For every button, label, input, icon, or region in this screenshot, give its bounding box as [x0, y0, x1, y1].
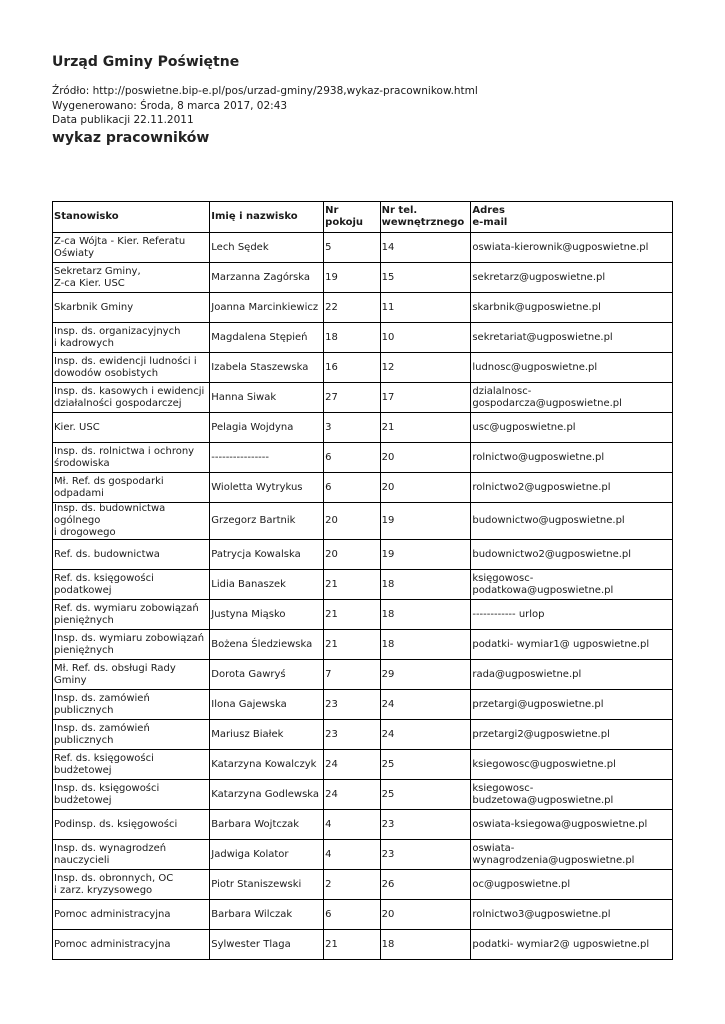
cell-room: 21	[324, 630, 380, 660]
cell-name: Justyna Miąsko	[210, 600, 324, 630]
cell-extension: 26	[380, 870, 471, 900]
cell-name: Barbara Wojtczak	[210, 810, 324, 840]
cell-position: Insp. ds. ewidencji ludności i dowodów osobistych	[53, 353, 210, 383]
table-row	[53, 233, 673, 263]
cell-extension: 20	[380, 443, 471, 473]
cell-name: ----------------	[210, 443, 324, 473]
cell-room: 16	[324, 353, 380, 383]
table-row	[53, 413, 673, 443]
cell-email: rolnictwo2@ugposwietne.pl	[471, 473, 673, 503]
cell-position: Insp. ds. zamówień publicznych	[53, 720, 210, 750]
cell-extension: 23	[380, 810, 471, 840]
cell-room: 6	[324, 473, 380, 503]
cell-email: rolnictwo@ugposwietne.pl	[471, 443, 673, 473]
cell-extension: 10	[380, 323, 471, 353]
table-row	[53, 870, 673, 900]
cell-extension: 14	[380, 233, 471, 263]
cell-room: 21	[324, 570, 380, 600]
cell-room: 23	[324, 690, 380, 720]
cell-email: oc@ugposwietne.pl	[471, 870, 673, 900]
table-row	[53, 600, 673, 630]
cell-position: Podinsp. ds. księgowości	[53, 810, 210, 840]
source-line: Źródło: http://poswietne.bip-e.pl/pos/urzad-gminy/2938,wykaz-pracownikow.html	[52, 85, 478, 97]
cell-room: 4	[324, 810, 380, 840]
cell-email: podatki- wymiar2@ ugposwietne.pl	[471, 930, 673, 960]
cell-email: budownictwo2@ugposwietne.pl	[471, 540, 673, 570]
generated-line: Wygenerowano: Środa, 8 marca 2017, 02:43	[52, 99, 288, 112]
cell-name: Patrycja Kowalska	[210, 540, 324, 570]
staff-table-header	[53, 202, 673, 233]
cell-email: sekretarz@ugposwietne.pl	[471, 263, 673, 293]
cell-email: księgowosc-podatkowa@ugposwietne.pl	[471, 570, 673, 600]
table-row	[53, 840, 673, 870]
column-header-name: Imię i nazwisko	[210, 202, 324, 233]
cell-extension: 25	[380, 780, 471, 810]
cell-name: Magdalena Stępień	[210, 323, 324, 353]
table-row	[53, 383, 673, 413]
cell-room: 4	[324, 840, 380, 870]
cell-name: Grzegorz Bartnik	[210, 503, 324, 540]
cell-room: 20	[324, 503, 380, 540]
table-row	[53, 930, 673, 960]
cell-email: ksiegowosc-budzetowa@ugposwietne.pl	[471, 780, 673, 810]
table-row	[53, 780, 673, 810]
cell-extension: 29	[380, 660, 471, 690]
cell-email: oswiata-wynagrodzenia@ugposwietne.pl	[471, 840, 673, 870]
table-row	[53, 900, 673, 930]
cell-room: 27	[324, 383, 380, 413]
cell-position: Insp. ds. rolnictwa i ochrony środowiska	[53, 443, 210, 473]
cell-name: Mariusz Białek	[210, 720, 324, 750]
cell-email: oswiata-ksiegowa@ugposwietne.pl	[471, 810, 673, 840]
cell-room: 6	[324, 900, 380, 930]
cell-extension: 19	[380, 503, 471, 540]
cell-email: przetargi2@ugposwietne.pl	[471, 720, 673, 750]
cell-extension: 18	[380, 930, 471, 960]
cell-extension: 20	[380, 900, 471, 930]
cell-name: Katarzyna Godlewska	[210, 780, 324, 810]
cell-name: Izabela Staszewska	[210, 353, 324, 383]
table-row	[53, 503, 673, 540]
cell-extension: 11	[380, 293, 471, 323]
table-row	[53, 690, 673, 720]
cell-extension: 15	[380, 263, 471, 293]
cell-position: Skarbnik Gminy	[53, 293, 210, 323]
table-row	[53, 293, 673, 323]
cell-email: rada@ugposwietne.pl	[471, 660, 673, 690]
cell-name: Barbara Wilczak	[210, 900, 324, 930]
cell-extension: 12	[380, 353, 471, 383]
cell-position: Insp. ds. budownictwa ogólnego i drogowego	[53, 503, 210, 540]
cell-name: Joanna Marcinkiewicz	[210, 293, 324, 323]
cell-name: Jadwiga Kolator	[210, 840, 324, 870]
cell-position: Ref. ds. księgowości budżetowej	[53, 750, 210, 780]
cell-position: Insp. ds. zamówień publicznych	[53, 690, 210, 720]
cell-name: Ilona Gajewska	[210, 690, 324, 720]
cell-extension: 18	[380, 570, 471, 600]
cell-extension: 19	[380, 540, 471, 570]
cell-room: 23	[324, 720, 380, 750]
cell-position: Mł. Ref. ds. obsługi Rady Gminy	[53, 660, 210, 690]
cell-email: skarbnik@ugposwietne.pl	[471, 293, 673, 323]
cell-name: Dorota Gawryś	[210, 660, 324, 690]
cell-email: ludnosc@ugposwietne.pl	[471, 353, 673, 383]
table-row	[53, 473, 673, 503]
table-row	[53, 323, 673, 353]
cell-position: Ref. ds. budownictwa	[53, 540, 210, 570]
cell-email: rolnictwo3@ugposwietne.pl	[471, 900, 673, 930]
cell-room: 2	[324, 870, 380, 900]
cell-name: Hanna Siwak	[210, 383, 324, 413]
header-row	[53, 202, 673, 233]
cell-position: Sekretarz Gminy, Z-ca Kier. USC	[53, 263, 210, 293]
cell-email: sekretariat@ugposwietne.pl	[471, 323, 673, 353]
cell-name: Sylwester Tlaga	[210, 930, 324, 960]
cell-extension: 18	[380, 600, 471, 630]
cell-extension: 21	[380, 413, 471, 443]
table-row	[53, 750, 673, 780]
cell-extension: 18	[380, 630, 471, 660]
column-header-extension: Nr tel. wewnętrznego	[380, 202, 471, 233]
cell-name: Pelagia Wojdyna	[210, 413, 324, 443]
table-row	[53, 443, 673, 473]
cell-room: 19	[324, 263, 380, 293]
cell-room: 24	[324, 780, 380, 810]
staff-table-body	[53, 233, 673, 960]
cell-room: 7	[324, 660, 380, 690]
cell-room: 21	[324, 600, 380, 630]
column-header-email: Adres e-mail	[471, 202, 673, 233]
cell-email: przetargi@ugposwietne.pl	[471, 690, 673, 720]
document-header	[52, 54, 692, 146]
organization-title: Urząd Gminy Poświętne	[52, 54, 240, 70]
table-row	[53, 353, 673, 383]
cell-position: Insp. ds. obronnych, OC i zarz. kryzysowego	[53, 870, 210, 900]
cell-extension: 23	[380, 840, 471, 870]
cell-position: Pomoc administracyjna	[53, 930, 210, 960]
cell-position: Insp. ds. wymiaru zobowiązań pieniężnych	[53, 630, 210, 660]
cell-position: Ref. ds. wymiaru zobowiązań pieniężnych	[53, 600, 210, 630]
cell-position: Insp. ds. wynagrodzeń nauczycieli	[53, 840, 210, 870]
cell-name: Lech Sędek	[210, 233, 324, 263]
cell-position: Insp. ds. księgowości budżetowej	[53, 780, 210, 810]
cell-room: 20	[324, 540, 380, 570]
staff-table	[52, 201, 673, 960]
cell-extension: 24	[380, 720, 471, 750]
cell-extension: 25	[380, 750, 471, 780]
table-row	[53, 630, 673, 660]
cell-extension: 20	[380, 473, 471, 503]
table-row	[53, 263, 673, 293]
cell-room: 18	[324, 323, 380, 353]
cell-position: Ref. ds. księgowości podatkowej	[53, 570, 210, 600]
cell-email: podatki- wymiar1@ ugposwietne.pl	[471, 630, 673, 660]
cell-email: ------------ urlop	[471, 600, 673, 630]
cell-name: Katarzyna Kowalczyk	[210, 750, 324, 780]
cell-position: Mł. Ref. ds gospodarki odpadami	[53, 473, 210, 503]
cell-room: 5	[324, 233, 380, 263]
cell-room: 24	[324, 750, 380, 780]
cell-position: Kier. USC	[53, 413, 210, 443]
cell-email: ksiegowosc@ugposwietne.pl	[471, 750, 673, 780]
cell-room: 3	[324, 413, 380, 443]
cell-name: Lidia Banaszek	[210, 570, 324, 600]
cell-name: Wioletta Wytrykus	[210, 473, 324, 503]
cell-room: 6	[324, 443, 380, 473]
cell-position: Pomoc administracyjna	[53, 900, 210, 930]
published-line: Data publikacji 22.11.2011	[52, 114, 194, 126]
cell-position: Insp. ds. kasowych i ewidencji działalności gospodarczej	[53, 383, 210, 413]
cell-position: Insp. ds. organizacyjnych i kadrowych	[53, 323, 210, 353]
cell-extension: 17	[380, 383, 471, 413]
cell-room: 22	[324, 293, 380, 323]
table-row	[53, 810, 673, 840]
table-row	[53, 660, 673, 690]
cell-extension: 24	[380, 690, 471, 720]
cell-email: usc@ugposwietne.pl	[471, 413, 673, 443]
cell-email: dzialalnosc-gospodarcza@ugposwietne.pl	[471, 383, 673, 413]
cell-email: oswiata-kierownik@ugposwietne.pl	[471, 233, 673, 263]
column-header-room: Nr pokoju	[324, 202, 380, 233]
column-header-position: Stanowisko	[53, 202, 210, 233]
cell-position: Z-ca Wójta - Kier. Referatu Oświaty	[53, 233, 210, 263]
table-row	[53, 570, 673, 600]
document-title: wykaz pracowników	[52, 129, 210, 146]
cell-email: budownictwo@ugposwietne.pl	[471, 503, 673, 540]
cell-room: 21	[324, 930, 380, 960]
table-row	[53, 720, 673, 750]
cell-name: Piotr Staniszewski	[210, 870, 324, 900]
cell-name: Bożena Śledziewska	[210, 630, 324, 660]
table-row	[53, 540, 673, 570]
cell-name: Marzanna Zagórska	[210, 263, 324, 293]
